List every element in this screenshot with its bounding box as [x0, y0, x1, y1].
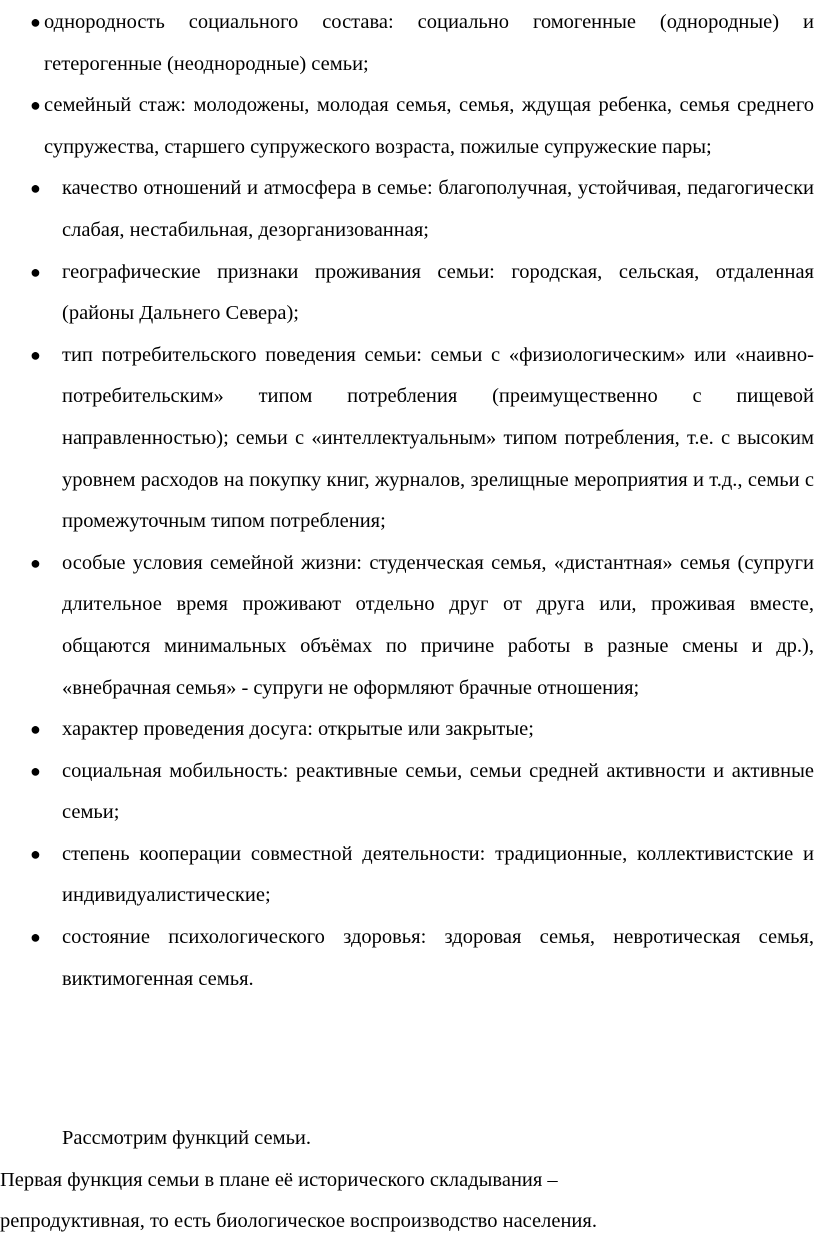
list-item-text: особые условия семейной жизни: студенческая семья, «дистантная» семья (супруги длительное время проживают отдельно друг от друга или, проживая вместе, общаются минимальных объёмах по причине работы в разные смены и др.), «внебрачная семья» - супруги не оформляют брачные отношения; — [62, 551, 814, 699]
family-types-list — [0, 2, 816, 1000]
list-item-text: однородность социального состава: социально гомогенные (однородные) и гетерогенные (неоднородные) семьи; — [44, 11, 814, 75]
list-item-text: состояние психологического здоровья: здоровая семья, невротическая семья, виктимогенная семья. — [62, 926, 814, 990]
bullet-icon: ● — [30, 719, 41, 740]
list-item — [0, 709, 816, 751]
list-item — [0, 917, 816, 1000]
bullet-icon: ● — [30, 261, 41, 282]
body-paragraph: Первая функция семьи в плане её исторического складывания – репродуктивная, то есть биологическое воспроизводство населения. — [0, 1169, 597, 1232]
lead-sentence: Рассмотрим функций семьи. — [62, 1127, 312, 1149]
list-item-text: семейный стаж: молодожены, молодая семья, семья, ждущая ребенка, семья среднего супружества, старшего супружеского возраста, пожилые супружеские пары; — [44, 94, 814, 158]
list-item — [0, 751, 816, 834]
list-item — [0, 543, 816, 709]
list-item — [0, 2, 816, 85]
list-item-text: географические признаки проживания семьи: городская, сельская, отдаленная (районы Дальнего Севера); — [62, 260, 814, 325]
bullet-icon: ● — [30, 12, 41, 32]
list-item-text: степень кооперации совместной деятельности: традиционные, коллективистские и индивидуалистические; — [62, 842, 814, 907]
bullet-icon: ● — [30, 95, 41, 116]
bullet-icon: ● — [30, 344, 41, 365]
bullet-icon: ● — [30, 178, 41, 199]
bullet-icon: ● — [30, 552, 41, 573]
list-item-text: качество отношений и атмосфера в семье: благополучная, устойчивая, педагогически слабая, нестабильная, дезорганизованная; — [62, 177, 814, 241]
list-item-text: характер проведения досуга: открытые или закрытые; — [62, 718, 534, 741]
list-item-text: тип потребительского поведения семьи: семьи с «физиологическим» или «наивно-потребительским» типом потребления (преимущественно с пищевой направленностью); семьи с «интеллектуальным» типом потребления, т.е. с высоким уровнем расходов на покупку книг, журналов, зрелищные мероприятия и т.д., семьи с промежуточным типом потребления; — [62, 343, 814, 533]
list-item — [0, 85, 816, 168]
list-item — [0, 335, 816, 543]
list-item-text: социальная мобильность: реактивные семьи, семьи средней активности и активные семьи; — [62, 759, 814, 824]
list-item — [0, 834, 816, 917]
bullet-icon: ● — [30, 927, 41, 948]
list-item — [0, 252, 816, 335]
list-item — [0, 168, 816, 251]
bullet-icon: ● — [30, 843, 41, 864]
bullet-icon: ● — [30, 760, 41, 781]
